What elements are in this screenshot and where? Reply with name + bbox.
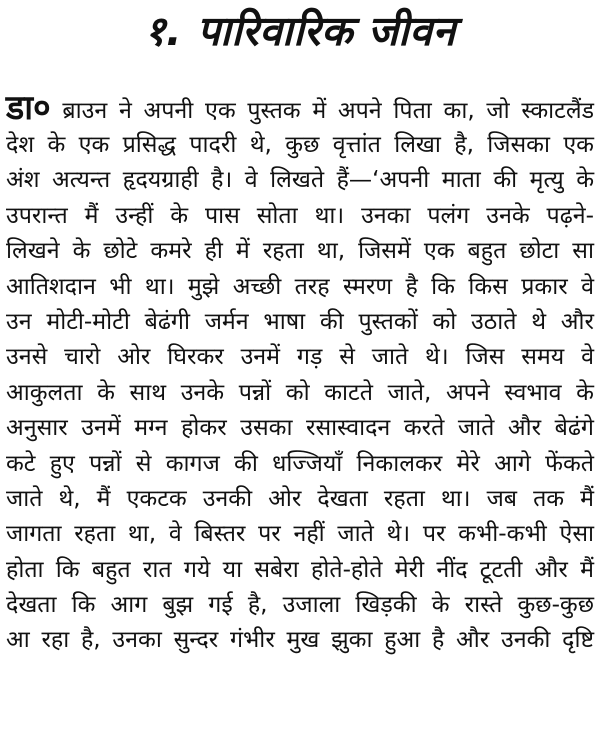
body-text	[6, 88, 594, 658]
text-line: होता कि बहुत रात गये या सबेरा होते-होते मेरी नींद टूटती और मैं	[6, 555, 594, 583]
text-line: देखता कि आग बुझ गई है, उजाला खिड़की के रास्ते कुछ-कुछ	[6, 591, 594, 619]
text-line: उपरान्त मैं उन्हीं के पास सोता था। उनका पलंग उनके पढ़ने-	[6, 201, 594, 229]
text-line: लिखने के छोटे कमरे ही में रहता था, जिसमें एक बहुत छोटा सा	[6, 237, 594, 265]
text-line: उनसे चारो ओर घिरकर उनमें गड़ से जाते थे। जिस समय वे	[6, 343, 594, 371]
text-line: जागता रहता था, वे बिस्तर पर नहीं जाते थे। पर कभी-कभी ऐसा	[6, 520, 594, 548]
text-line: कटे हुए पन्नों से कागज की धज्जियाँ निकालकर मेरे आगे फेंकते	[6, 449, 594, 477]
text-line: अंश अत्यन्त हृदयग्राही है। वे लिखते हैं—‘अपनी माता की मृत्यु के	[6, 166, 594, 194]
text-line	[6, 88, 594, 128]
text-line: देश के एक प्रसिद्ध पादरी थे, कुछ वृत्तांत लिखा है, जिसका एक	[6, 131, 594, 158]
text-line: अनुसार उनमें मग्न होकर उसका रसास्वादन करते जाते और बेढंगे	[6, 414, 594, 442]
text-line: उन मोटी-मोटी बेढंगी जर्मन भाषा की पुस्तकों को उठाते थे और	[6, 307, 594, 335]
text-line: आ रहा है, उनका सुन्दर गंभीर मुख झुका हुआ है और उनकी दृष्टि	[6, 626, 594, 654]
text-line: जाते थे, मैं एकटक उनकी ओर देखता रहता था। जब तक मैं	[6, 484, 594, 512]
text-line: आतिशदान भी था। मुझे अच्छी तरह स्मरण है कि किस प्रकार वे	[6, 272, 594, 300]
drop-cap-word: डा०	[6, 88, 51, 128]
text-line: आकुलता के साथ उनके पन्नों को काटते जाते, अपने स्वभाव के	[6, 378, 594, 406]
chapter-title: १. पारिवारिक जीवन	[144, 7, 456, 55]
text-line-content: ब्राउन ने अपनी एक पुस्तक में अपने पिता का, जो स्काटलैंड	[50, 97, 594, 124]
